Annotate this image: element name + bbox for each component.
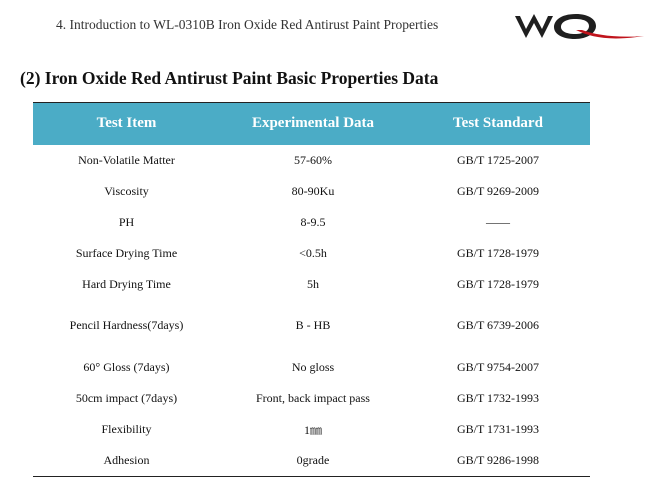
table-row	[33, 176, 590, 207]
table-row	[33, 445, 590, 477]
cell-experimental-data: 80-90Ku	[291, 183, 335, 198]
cell-experimental-data: 57-60%	[294, 152, 332, 167]
column-header-experimental-data: Experimental Data	[220, 103, 406, 145]
cell-test-item: Flexibility	[101, 421, 152, 436]
cell-experimental-data: 0grade	[220, 445, 406, 477]
cell-experimental-data: No gloss	[291, 359, 335, 374]
cell-test-standard: GB/T 1732-1993	[456, 390, 540, 405]
cell-experimental-data: 1㎜	[303, 422, 322, 437]
column-header-test-item: Test Item	[33, 103, 220, 145]
table-row	[33, 238, 590, 269]
properties-table	[33, 102, 590, 477]
table-row	[33, 352, 590, 383]
table-row	[33, 207, 590, 238]
cell-test-item: Pencil Hardness(7days)	[69, 318, 184, 332]
table-row	[33, 414, 590, 445]
table-row	[33, 383, 590, 414]
table-row	[33, 300, 590, 352]
cell-test-standard: GB/T 9754-2007	[456, 359, 540, 374]
cell-test-standard: GB/T 9286-1998	[406, 445, 590, 477]
cell-test-item: Viscosity	[104, 183, 149, 198]
cell-test-standard: GB/T 6739-2006	[456, 318, 540, 332]
table-row	[33, 269, 590, 300]
cell-test-item: Surface Drying Time	[75, 245, 178, 260]
cell-test-standard: GB/T 1728-1979	[456, 276, 540, 291]
cell-experimental-data: B - HB	[295, 318, 331, 332]
cell-experimental-data: <0.5h	[299, 245, 327, 260]
cell-experimental-data: 8-9.5	[300, 214, 326, 229]
section-title: (2) Iron Oxide Red Antirust Paint Basic Properties Data	[20, 68, 439, 88]
cell-test-standard: GB/T 1725-2007	[456, 152, 540, 167]
header-title: 4. Introduction to WL-0310B Iron Oxide Red Antirust Paint Properties	[56, 17, 439, 32]
cell-test-item: 50cm impact (7days)	[75, 390, 178, 405]
cell-test-standard: GB/T 1728-1979	[456, 245, 540, 260]
cell-experimental-data: 5h	[307, 276, 319, 291]
cell-test-item: Hard Drying Time	[82, 276, 171, 291]
cell-test-standard: GB/T 9269-2009	[456, 183, 540, 198]
column-header-test-standard: Test Standard	[406, 103, 590, 145]
cell-test-item: 60° Gloss (7days)	[83, 359, 170, 374]
table-row	[33, 145, 590, 176]
wq-logo-icon	[512, 8, 647, 44]
cell-test-standard: GB/T 1731-1993	[456, 421, 540, 436]
cell-experimental-data: Front, back impact pass	[256, 390, 370, 405]
cell-test-item: Adhesion	[33, 445, 220, 477]
cell-test-item: Non-Volatile Matter	[78, 152, 175, 167]
table-header-row	[33, 103, 590, 145]
cell-test-item: PH	[118, 214, 135, 229]
cell-test-standard: ——	[486, 214, 510, 229]
